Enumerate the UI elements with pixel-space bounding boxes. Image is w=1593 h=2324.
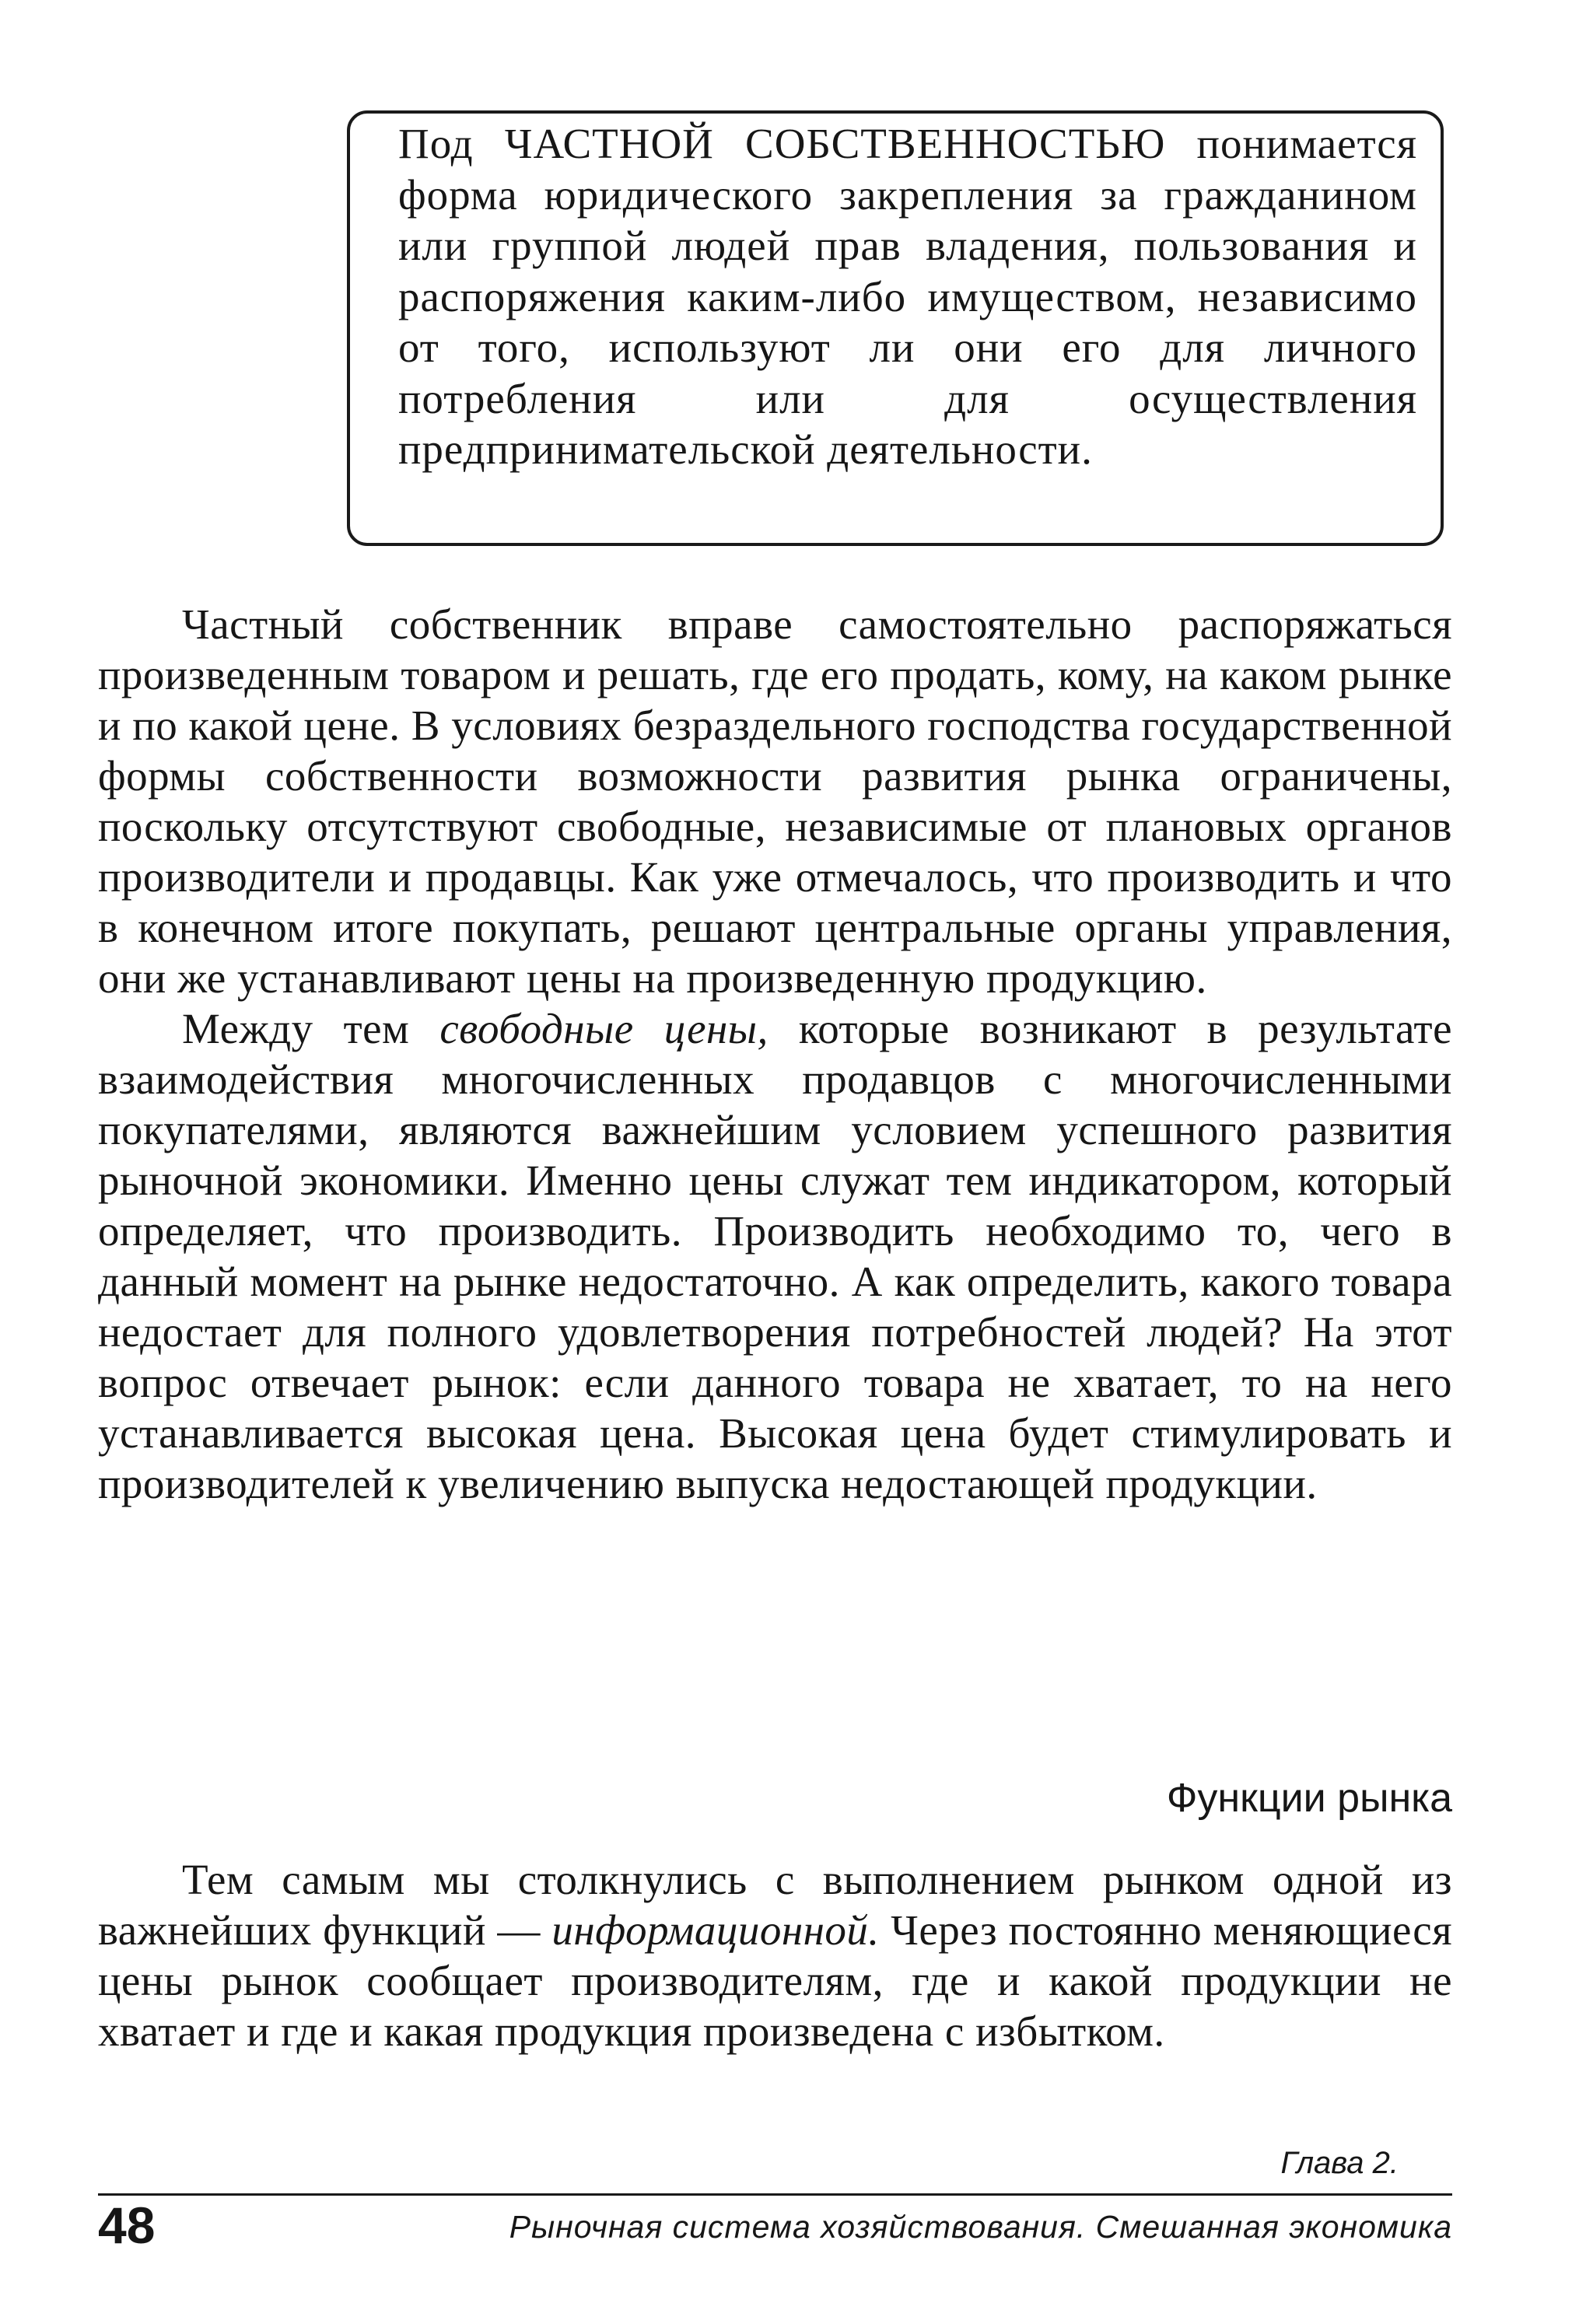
term-free-prices: свободные цены, bbox=[439, 1005, 768, 1052]
chapter-label: Глава 2. bbox=[1280, 2146, 1399, 2180]
paragraph-information-start: Тем самым мы столкнулись с выполнением рынком одной из важнейших функций — bbox=[98, 1856, 1452, 1954]
paragraph-free-prices bbox=[98, 1003, 1452, 1509]
paragraph-private-owner: Частный собственник вправе самостоятельно распоряжаться произведенным товаром и решать, где его продать, кому, на каком рынке и по какой цене. В условиях безраздельного господства государственной формы собственности возможности развития рынка ограничены, поскольку отсутствуют свободные, независимые от плановых органов производители и продавцы. Как уже отмечалось, что производить и что в конечном итоге покупать, решают центральные органы управления, они же устанавливают цены на произведенную продукцию. bbox=[98, 600, 1452, 1002]
definition-text: Под ЧАСТНОЙ СОБСТВЕННОСТЬЮ понимается форма юридического закрепления за гражданином или группой людей прав владения, пользования и распоряжения каким-либо имуществом, независимо от того, используют ли они его для личного потребления или для осуществления предпринимательской деятельности. bbox=[398, 120, 1417, 473]
chapter-title: Рыночная система хозяйствования. Смешанная экономика bbox=[509, 2209, 1452, 2245]
definition-box bbox=[347, 110, 1444, 546]
section-heading: Функции рынка bbox=[1166, 1776, 1452, 1821]
body-text-upper bbox=[98, 599, 1452, 1509]
footer-divider bbox=[98, 2193, 1452, 2196]
body-text-lower bbox=[98, 1854, 1452, 2056]
paragraph-free-prices-rest: которые возникают в результате взаимодействия многочисленных продавцов с многочисленными покупателями, являются важнейшим условием успешного развития рыночной экономики. Именно цены служат тем индикатором, который определяет, что производить. Производить необходимо то, чего в данный момент на рынке недостаточно. А как определить, какого товара недостает для полного удовлетворения потребностей людей? На этот вопрос отвечает рынок: если данного товара не хватает, то на него устанавливается высокая цена. Высокая цена будет стимулировать и производителей к увеличению выпуска недостающей продукции. bbox=[98, 1005, 1452, 1507]
paragraph-free-prices-start: Между тем bbox=[182, 1005, 440, 1052]
page-number: 48 bbox=[98, 2196, 156, 2254]
paragraph-information-function bbox=[98, 1854, 1452, 2056]
paragraph-information-rest: Через постоянно меняющиеся цены рынок сообщает производителям, где и какой продукции не хватает и где и какая продукция произведена с избытком. bbox=[98, 1906, 1452, 2055]
term-information-function: информационной. bbox=[551, 1906, 880, 1954]
